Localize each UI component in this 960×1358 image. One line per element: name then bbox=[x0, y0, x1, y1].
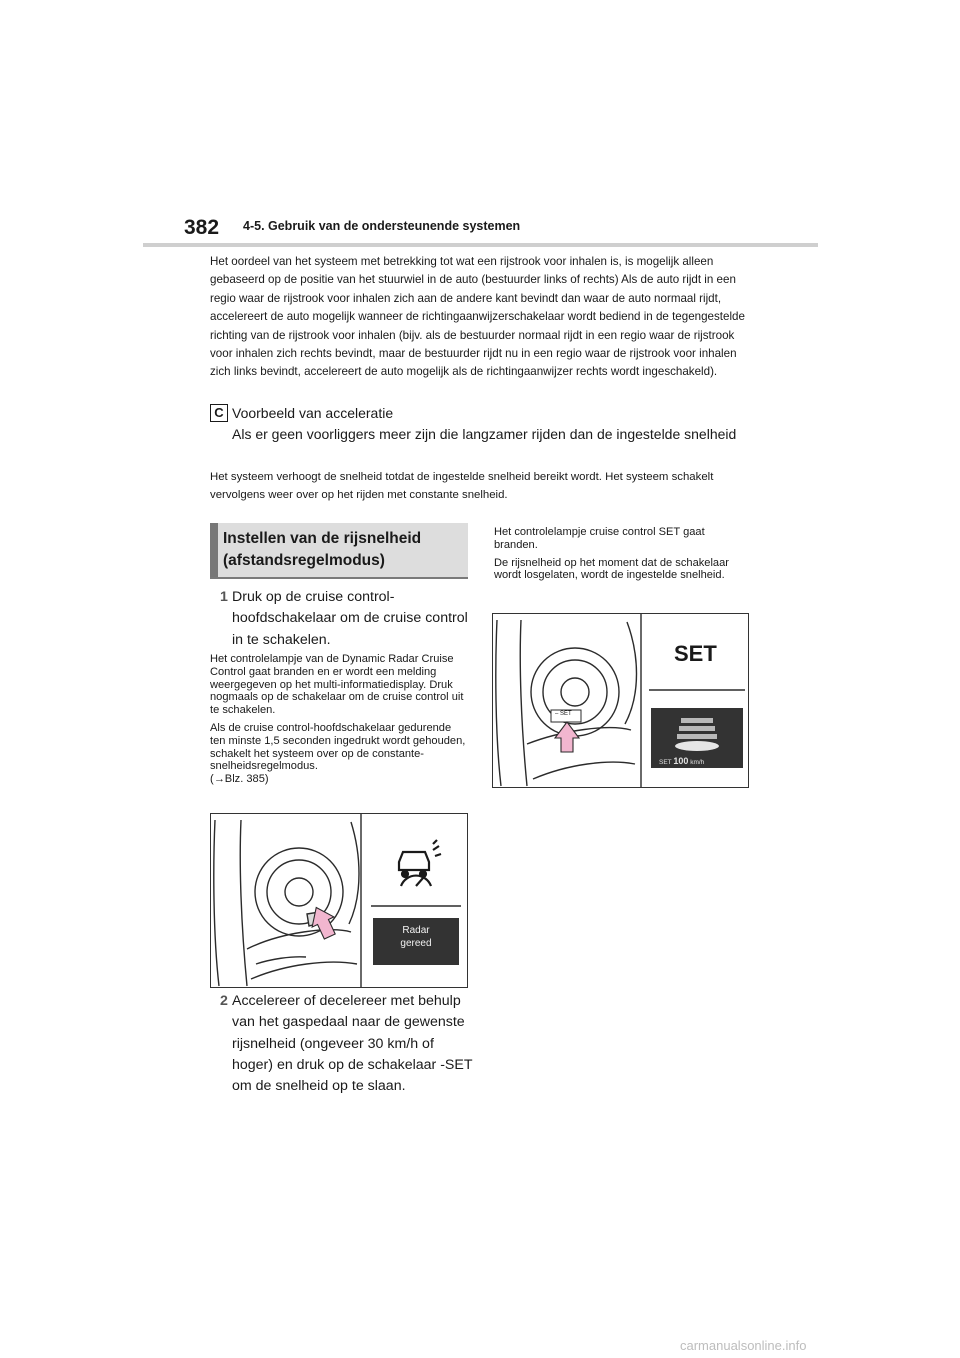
header-rule bbox=[143, 243, 818, 247]
example-subtitle: Als er geen voorliggers meer zijn die langzamer rijden dan de ingestelde snelheid bbox=[232, 426, 737, 442]
switch-label: – SET bbox=[555, 711, 572, 717]
note-text: Als de cruise control-hoofdschakelaar gedurende ten minste 1,5 seconden ingedrukt wordt gehouden, schakelt het systeem over op de constante-snelheidsregelmodus. bbox=[210, 721, 466, 773]
note: Het controlelampje van de Dynamic Radar Cruise Control gaat branden en er wordt een melding weergegeven op het multi-informatiedisplay. Druk nogmaals op de schakelaar om de cruise control uit te schakelen. bbox=[210, 653, 464, 717]
step-1-notes bbox=[210, 653, 466, 791]
speed-unit: km/h bbox=[690, 759, 705, 766]
figure-set-switch bbox=[492, 613, 749, 788]
page-number: 382 bbox=[184, 216, 220, 239]
example-title: Voorbeeld van acceleratie bbox=[232, 405, 394, 421]
page-reference: Blz. 385 bbox=[224, 773, 265, 786]
display-line2: gereed bbox=[400, 938, 432, 949]
note: Als de cruise control-hoofdschakelaar gedurende ten minste 1,5 seconden ingedrukt wordt gehouden, schakelt het systeem over op de constante-snelheidsregelmodus. (→Blz. 385) bbox=[210, 721, 466, 786]
step-2 bbox=[220, 991, 476, 1097]
chapter-title: 4-5. Gebruik van de ondersteunende systemen bbox=[243, 219, 521, 233]
section-rule bbox=[210, 577, 468, 579]
figure-cruise-main-switch bbox=[210, 813, 468, 988]
lane-icon bbox=[675, 718, 719, 751]
step-2-notes bbox=[494, 526, 750, 587]
note: Het controlelampje cruise control SET gaat branden. bbox=[494, 526, 705, 551]
section-title-line1: Instellen van de rijsnelheid bbox=[223, 530, 422, 547]
set-indicator-label: SET bbox=[674, 641, 717, 666]
steering-wheel-drawing bbox=[496, 614, 641, 788]
reference-arrow: → bbox=[213, 773, 225, 786]
step-1 bbox=[220, 587, 476, 651]
steering-wheel-drawing bbox=[214, 814, 361, 988]
example-marker: C bbox=[210, 404, 228, 422]
watermark: carmanualsonline.info bbox=[680, 1338, 807, 1353]
step-text: Accelereer of decelereer met behulp van het gaspedaal naar de gewenste rijsnelheid (ongeveer 30 km/h of hoger) en druk op de schakelaar -SET om de snelheid op te slaan. bbox=[232, 993, 473, 1095]
section-heading bbox=[210, 523, 468, 577]
speed-value: 100 bbox=[673, 756, 689, 766]
step-text: Druk op de cruise control-hoofdschakelaar om de cruise control in te schakelen. bbox=[232, 589, 468, 648]
display-line1: Radar bbox=[402, 925, 430, 936]
section-title-line2: (afstandsregelmodus) bbox=[223, 552, 385, 569]
radar-cruise-icon bbox=[399, 840, 441, 886]
speed-readout bbox=[659, 756, 704, 768]
intro-paragraph: Het oordeel van het systeem met betrekking tot wat een rijstrook voor inhalen is, is mogelijk alleen gebaseerd op de positie van het stuurwiel in de auto (bestuurder links of rechts) Als de auto rijdt in een regio waar de rijstrook voor inhalen zich aan de andere kant bevindt dan waar de auto normaal rijdt, accelereert de auto mogelijk wanneer de richtingaanwijzerschakelaar wordt bediend in de tegengestelde richting van de rijstrook voor inhalen (bijv. als de bestuurder normaal rijdt in een regio waar de rijstrook voor inhalen zich rechts bevindt, maar de bestuurder rijdt nu in een regio waar de rijstrook voor inhalen zich links bevindt, accelereert de auto mogelijk als de richtingaanwijzer rechts wordt ingeschakeld). bbox=[210, 255, 745, 379]
example-heading bbox=[232, 403, 752, 445]
step-number: 1 bbox=[220, 589, 228, 605]
display-message bbox=[373, 924, 459, 950]
speed-prefix: SET bbox=[659, 759, 672, 766]
step-number: 2 bbox=[220, 993, 228, 1009]
note: De rijsnelheid op het moment dat de schakelaar wordt losgelaten, wordt de ingestelde snelheid. bbox=[494, 556, 729, 582]
example-body: Het systeem verhoogt de snelheid totdat de ingestelde snelheid bereikt wordt. Het systeem schakelt vervolgens weer over op het rijden met constante snelheid. bbox=[210, 471, 714, 501]
press-arrow bbox=[555, 722, 579, 752]
